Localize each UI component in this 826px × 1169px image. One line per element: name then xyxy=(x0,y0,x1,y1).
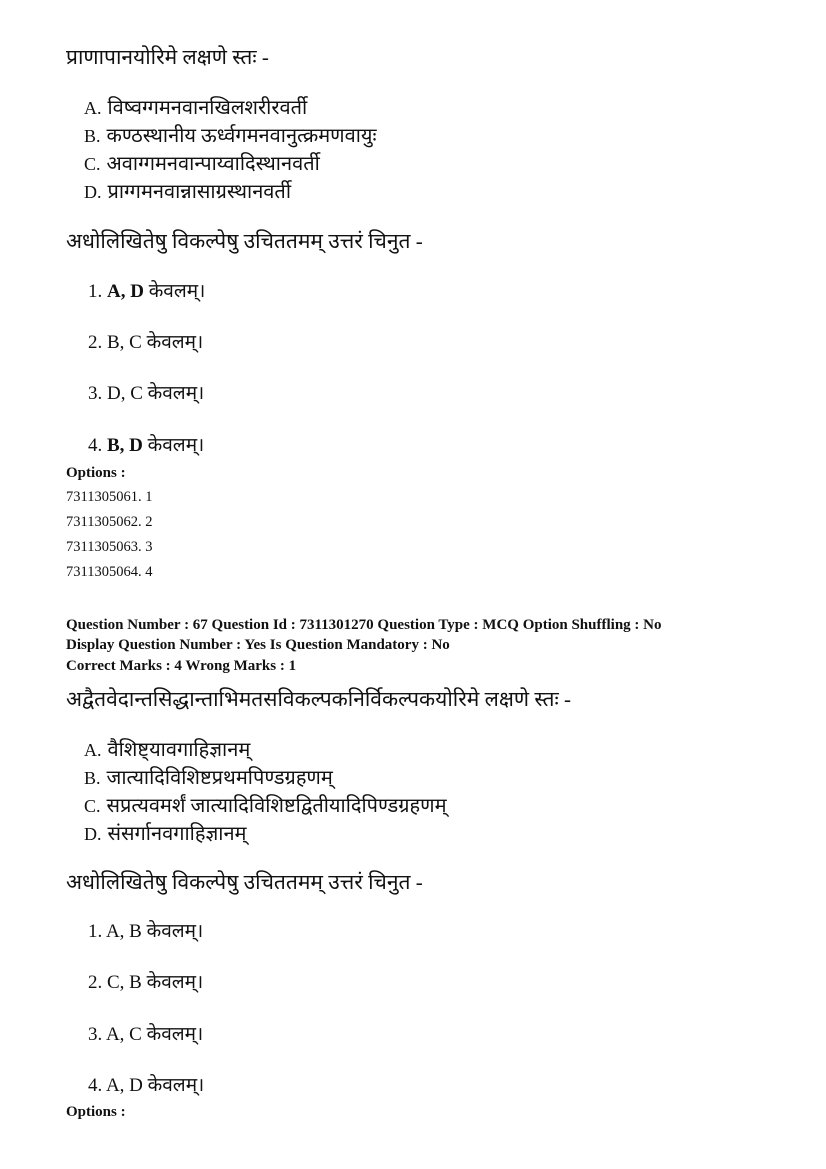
choice-2 xyxy=(88,968,203,994)
choice-word: केवलम्। xyxy=(147,1075,205,1096)
choice-word: केवलम्। xyxy=(146,972,204,993)
choice-number: 3. xyxy=(88,1024,103,1045)
statement-label: A. xyxy=(84,98,102,118)
statement-text: संसर्गानवगाहिज्ञानम् xyxy=(107,823,247,845)
question-meta-line: Correct Marks : 4 Wrong Marks : 1 xyxy=(66,658,297,674)
statement-d xyxy=(84,819,247,846)
choice-word: केवलम्। xyxy=(147,383,205,404)
choice-number: 2. xyxy=(88,972,103,993)
options-label: Options : xyxy=(66,1104,126,1120)
choice-word: केवलम्। xyxy=(147,435,205,456)
statement-c xyxy=(84,791,447,818)
prompt-text: अधोलिखितेषु विकल्पेषु उचिततमम् उत्तरं चिनुत - xyxy=(66,870,423,894)
choice-letters: A, D xyxy=(105,1075,143,1096)
statement-label: B. xyxy=(84,768,101,788)
options-label: Options : xyxy=(66,465,126,481)
choice-number: 4. xyxy=(88,435,103,456)
choice-number: 1. xyxy=(88,281,103,302)
choice-1 xyxy=(88,917,203,943)
statement-text: प्राग्गमनवान्नासाग्रस्थानवर्ती xyxy=(107,181,291,203)
choice-letters: A, D xyxy=(107,281,144,302)
statement-label: D. xyxy=(84,824,102,844)
option-id: 7311305062. 2 xyxy=(66,514,153,530)
statement-text: कण्ठस्थानीय ऊर्ध्वगमनवानुत्क्रमणवायुः xyxy=(106,125,377,147)
choice-4 xyxy=(88,431,204,457)
question-meta-line: Display Question Number : Yes Is Question Mandatory : No xyxy=(66,637,450,653)
choice-letters: C, B xyxy=(107,972,142,993)
choice-word: केवलम्। xyxy=(146,921,204,942)
statement-label: B. xyxy=(84,126,101,146)
choice-3 xyxy=(88,1020,203,1046)
choice-number: 1. xyxy=(88,921,103,942)
choice-number: 4. xyxy=(88,1075,103,1096)
option-id: 7311305063. 3 xyxy=(66,539,153,555)
choice-3 xyxy=(88,379,204,405)
statement-label: C. xyxy=(84,154,101,174)
statement-label: D. xyxy=(84,182,102,202)
statement-text: जात्यादिविशिष्टप्रथमपिण्डग्रहणम् xyxy=(106,767,333,789)
statement-label: A. xyxy=(84,740,102,760)
option-id: 7311305064. 4 xyxy=(66,564,153,580)
statement-text: सप्रत्यवमर्शं जात्यादिविशिष्टद्वितीयादिपिण्डग्रहणम् xyxy=(106,795,447,817)
statement-text: अवाग्गमनवान्पाय्वादिस्थानवर्ती xyxy=(106,153,320,175)
choice-word: केवलम्। xyxy=(146,1024,204,1045)
statement-c xyxy=(84,149,320,176)
statement-a xyxy=(84,735,250,762)
choice-word: केवलम्। xyxy=(146,332,204,353)
prompt-text: अधोलिखितेषु विकल्पेषु उचिततमम् उत्तरं चिनुत - xyxy=(66,229,423,253)
choice-number: 2. xyxy=(88,332,103,353)
choice-letters: A, B xyxy=(105,921,142,942)
statement-b xyxy=(84,121,377,148)
choice-2 xyxy=(88,328,203,354)
choice-1 xyxy=(88,277,205,303)
statement-label: C. xyxy=(84,796,101,816)
choice-letters: A, C xyxy=(105,1024,142,1045)
choice-word: केवलम्। xyxy=(148,281,206,302)
question-meta-line: Question Number : 67 Question Id : 7311301270 Question Type : MCQ Option Shuffling : No xyxy=(66,617,662,633)
statement-a xyxy=(84,93,307,120)
question-text: अद्वैतवेदान्तसिद्धान्ताभिमतसविकल्पकनिर्विकल्पकयोरिमे लक्षणे स्तः - xyxy=(66,687,571,711)
choice-4 xyxy=(88,1071,204,1097)
choice-letters: B, C xyxy=(107,332,142,353)
choice-number: 3. xyxy=(88,383,103,404)
statement-text: विष्वग्गमनवानखिलशरीरवर्ती xyxy=(107,97,308,119)
statement-d xyxy=(84,177,291,204)
statement-text: वैशिष्ट्यावगाहिज्ञानम् xyxy=(107,739,251,761)
option-id: 7311305061. 1 xyxy=(66,489,153,505)
question-text: प्राणापानयोरिमे लक्षणे स्तः - xyxy=(66,45,269,69)
choice-letters: D, C xyxy=(107,383,143,404)
statement-b xyxy=(84,763,333,790)
choice-letters: B, D xyxy=(107,435,143,456)
